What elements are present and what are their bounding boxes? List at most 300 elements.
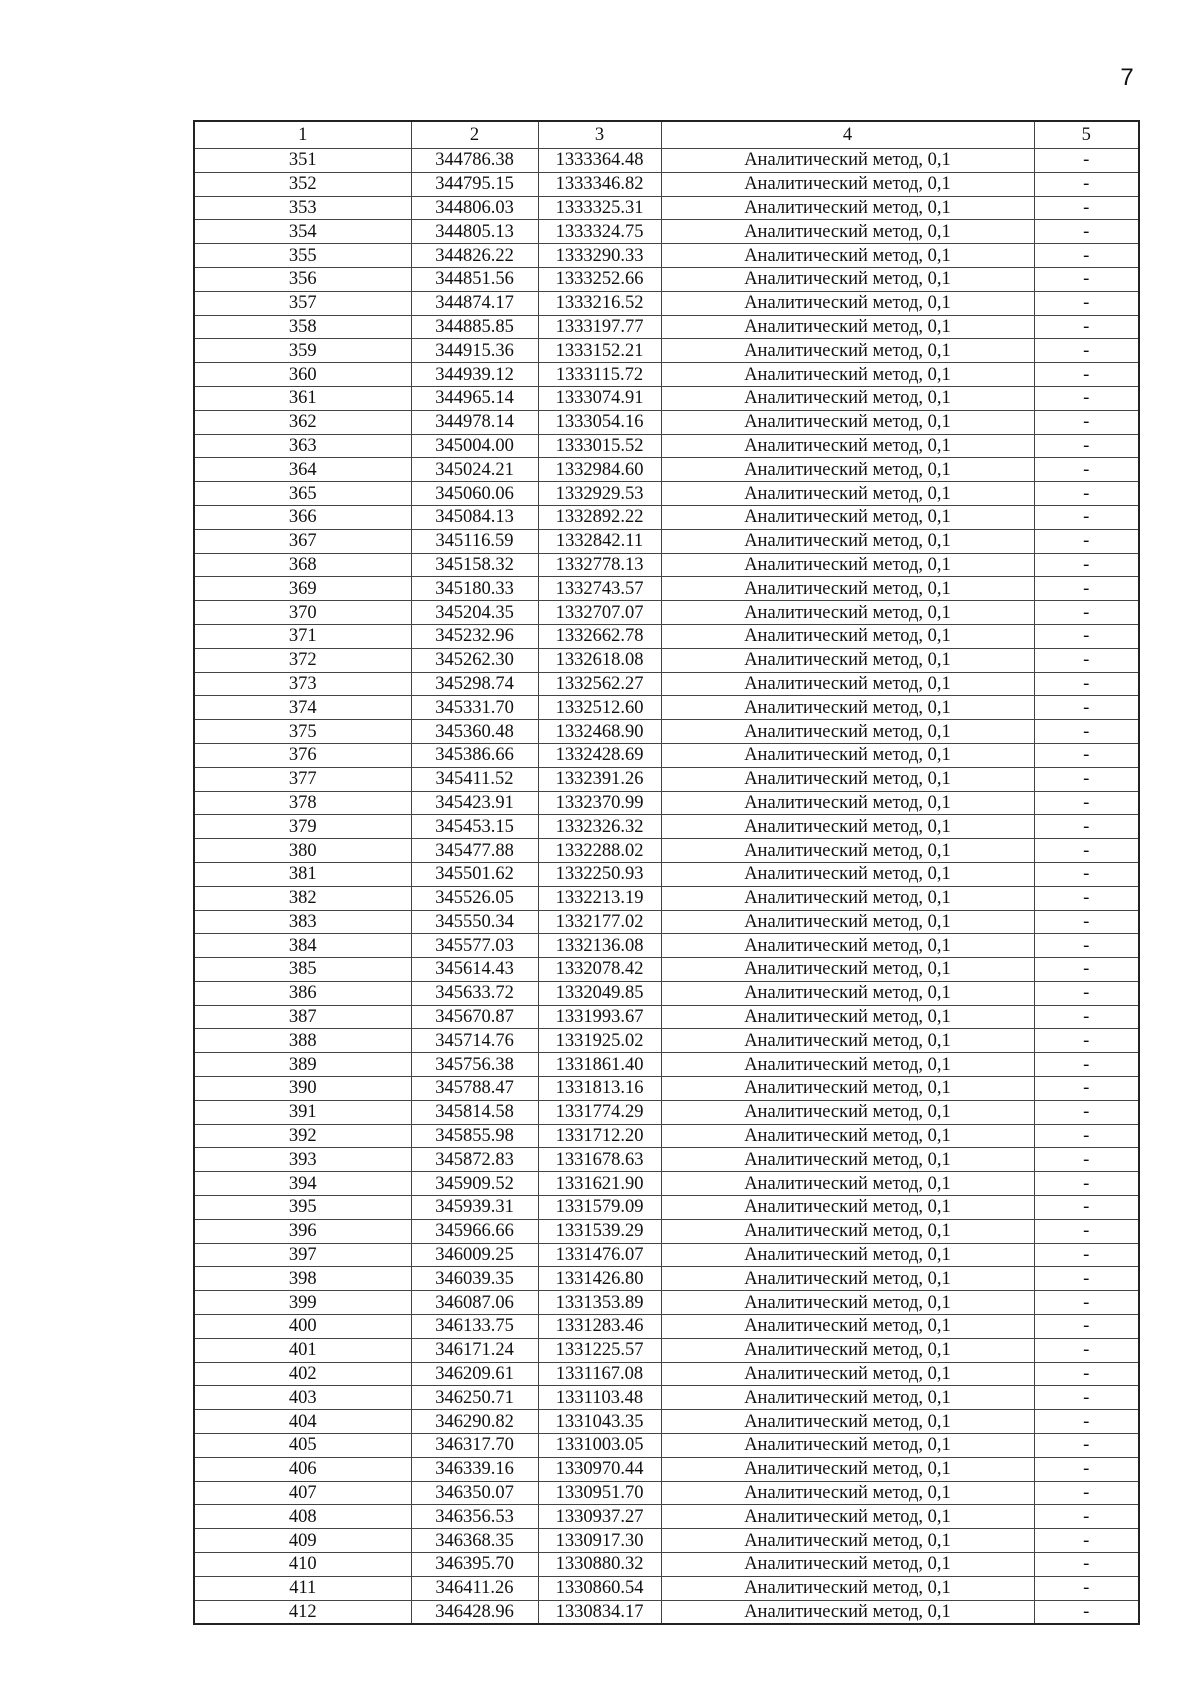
note-cell: - [1034, 1219, 1139, 1243]
method-accuracy-cell: Аналитический метод, 0,1 [661, 1029, 1034, 1053]
note-cell: - [1034, 886, 1139, 910]
point-number-cell: 367 [194, 529, 411, 553]
coordinate-x-cell: 344885.85 [411, 315, 538, 339]
note-cell: - [1034, 1362, 1139, 1386]
coordinate-y-cell: 1331353.89 [538, 1291, 661, 1315]
note-cell: - [1034, 1338, 1139, 1362]
method-accuracy-cell: Аналитический метод, 0,1 [661, 505, 1034, 529]
point-number-cell: 389 [194, 1053, 411, 1077]
table-row [194, 482, 1139, 506]
method-accuracy-cell: Аналитический метод, 0,1 [661, 1124, 1034, 1148]
coordinate-y-cell: 1333364.48 [538, 149, 661, 173]
point-number-cell: 376 [194, 743, 411, 767]
coordinate-x-cell: 344851.56 [411, 267, 538, 291]
method-accuracy-cell: Аналитический метод, 0,1 [661, 172, 1034, 196]
method-accuracy-cell: Аналитический метод, 0,1 [661, 1410, 1034, 1434]
method-accuracy-cell: Аналитический метод, 0,1 [661, 553, 1034, 577]
coordinate-y-cell: 1333324.75 [538, 220, 661, 244]
coordinate-y-cell: 1332468.90 [538, 720, 661, 744]
coordinate-x-cell: 345386.66 [411, 743, 538, 767]
note-cell: - [1034, 1243, 1139, 1267]
note-cell: - [1034, 1600, 1139, 1624]
method-accuracy-cell: Аналитический метод, 0,1 [661, 291, 1034, 315]
point-number-cell: 384 [194, 934, 411, 958]
note-cell: - [1034, 339, 1139, 363]
point-number-cell: 372 [194, 648, 411, 672]
coordinate-x-cell: 346171.24 [411, 1338, 538, 1362]
coordinate-y-cell: 1333054.16 [538, 410, 661, 434]
coordinate-x-cell: 345060.06 [411, 482, 538, 506]
coordinate-y-cell: 1331774.29 [538, 1100, 661, 1124]
table-row [194, 624, 1139, 648]
coordinate-x-cell: 345577.03 [411, 934, 538, 958]
coordinate-x-cell: 346395.70 [411, 1553, 538, 1577]
note-cell: - [1034, 720, 1139, 744]
coordinate-x-cell: 344786.38 [411, 149, 538, 173]
method-accuracy-cell: Аналитический метод, 0,1 [661, 1267, 1034, 1291]
coordinate-x-cell: 345855.98 [411, 1124, 538, 1148]
point-number-cell: 358 [194, 315, 411, 339]
note-cell: - [1034, 1005, 1139, 1029]
note-cell: - [1034, 553, 1139, 577]
table-row [194, 244, 1139, 268]
method-accuracy-cell: Аналитический метод, 0,1 [661, 1553, 1034, 1577]
table-row [194, 1386, 1139, 1410]
point-number-cell: 394 [194, 1172, 411, 1196]
table-row [194, 601, 1139, 625]
note-cell: - [1034, 482, 1139, 506]
coordinate-y-cell: 1333325.31 [538, 196, 661, 220]
note-cell: - [1034, 505, 1139, 529]
coordinate-x-cell: 345204.35 [411, 601, 538, 625]
coordinate-x-cell: 344939.12 [411, 363, 538, 387]
method-accuracy-cell: Аналитический метод, 0,1 [661, 1291, 1034, 1315]
point-number-cell: 362 [194, 410, 411, 434]
note-cell: - [1034, 1196, 1139, 1220]
coordinate-x-cell: 346317.70 [411, 1434, 538, 1458]
point-number-cell: 407 [194, 1481, 411, 1505]
point-number-cell: 397 [194, 1243, 411, 1267]
note-cell: - [1034, 910, 1139, 934]
coordinate-x-cell: 345423.91 [411, 791, 538, 815]
table-row [194, 410, 1139, 434]
table-row [194, 1600, 1139, 1624]
coordinate-x-cell: 345939.31 [411, 1196, 538, 1220]
coordinate-y-cell: 1331283.46 [538, 1315, 661, 1339]
method-accuracy-cell: Аналитический метод, 0,1 [661, 1243, 1034, 1267]
coordinate-y-cell: 1332892.22 [538, 505, 661, 529]
method-accuracy-cell: Аналитический метод, 0,1 [661, 743, 1034, 767]
point-number-cell: 360 [194, 363, 411, 387]
coordinate-y-cell: 1332370.99 [538, 791, 661, 815]
coordinate-x-cell: 346039.35 [411, 1267, 538, 1291]
table-row [194, 1457, 1139, 1481]
table-row [194, 1243, 1139, 1267]
point-number-cell: 370 [194, 601, 411, 625]
note-cell: - [1034, 315, 1139, 339]
note-cell: - [1034, 386, 1139, 410]
note-cell: - [1034, 1124, 1139, 1148]
note-cell: - [1034, 1100, 1139, 1124]
coordinate-x-cell: 345670.87 [411, 1005, 538, 1029]
table-row [194, 1005, 1139, 1029]
table-row [194, 1481, 1139, 1505]
method-accuracy-cell: Аналитический метод, 0,1 [661, 1600, 1034, 1624]
coordinate-y-cell: 1331043.35 [538, 1410, 661, 1434]
method-accuracy-cell: Аналитический метод, 0,1 [661, 458, 1034, 482]
method-accuracy-cell: Аналитический метод, 0,1 [661, 196, 1034, 220]
note-cell: - [1034, 958, 1139, 982]
coordinate-y-cell: 1331813.16 [538, 1077, 661, 1101]
coordinate-x-cell: 345232.96 [411, 624, 538, 648]
point-number-cell: 371 [194, 624, 411, 648]
coordinate-y-cell: 1331225.57 [538, 1338, 661, 1362]
point-number-cell: 366 [194, 505, 411, 529]
coordinate-y-cell: 1332662.78 [538, 624, 661, 648]
table-row [194, 886, 1139, 910]
table-row [194, 505, 1139, 529]
table-row [194, 196, 1139, 220]
table-row [194, 1338, 1139, 1362]
note-cell: - [1034, 1386, 1139, 1410]
method-accuracy-cell: Аналитический метод, 0,1 [661, 529, 1034, 553]
note-cell: - [1034, 934, 1139, 958]
table-row [194, 267, 1139, 291]
coordinate-y-cell: 1333074.91 [538, 386, 661, 410]
point-number-cell: 374 [194, 696, 411, 720]
coordinate-y-cell: 1332177.02 [538, 910, 661, 934]
method-accuracy-cell: Аналитический метод, 0,1 [661, 862, 1034, 886]
method-accuracy-cell: Аналитический метод, 0,1 [661, 434, 1034, 458]
coordinate-y-cell: 1330917.30 [538, 1529, 661, 1553]
coordinate-y-cell: 1332618.08 [538, 648, 661, 672]
coordinate-x-cell: 346133.75 [411, 1315, 538, 1339]
coordinate-y-cell: 1332288.02 [538, 839, 661, 863]
method-accuracy-cell: Аналитический метод, 0,1 [661, 149, 1034, 173]
table-row [194, 434, 1139, 458]
coordinate-x-cell: 344965.14 [411, 386, 538, 410]
point-number-cell: 354 [194, 220, 411, 244]
method-accuracy-cell: Аналитический метод, 0,1 [661, 1576, 1034, 1600]
table-row [194, 149, 1139, 173]
method-accuracy-cell: Аналитический метод, 0,1 [661, 1100, 1034, 1124]
note-cell: - [1034, 1481, 1139, 1505]
coordinate-y-cell: 1331579.09 [538, 1196, 661, 1220]
table-row [194, 1100, 1139, 1124]
method-accuracy-cell: Аналитический метод, 0,1 [661, 981, 1034, 1005]
coordinate-x-cell: 346356.53 [411, 1505, 538, 1529]
table-row [194, 1219, 1139, 1243]
coordinate-x-cell: 345526.05 [411, 886, 538, 910]
coordinate-y-cell: 1333115.72 [538, 363, 661, 387]
point-number-cell: 369 [194, 577, 411, 601]
coordinate-y-cell: 1333152.21 [538, 339, 661, 363]
coordinate-y-cell: 1332842.11 [538, 529, 661, 553]
method-accuracy-cell: Аналитический метод, 0,1 [661, 815, 1034, 839]
note-cell: - [1034, 1291, 1139, 1315]
method-accuracy-cell: Аналитический метод, 0,1 [661, 839, 1034, 863]
coordinate-y-cell: 1333346.82 [538, 172, 661, 196]
coordinate-x-cell: 344795.15 [411, 172, 538, 196]
coordinate-x-cell: 344806.03 [411, 196, 538, 220]
coordinate-x-cell: 346009.25 [411, 1243, 538, 1267]
table-row [194, 958, 1139, 982]
note-cell: - [1034, 981, 1139, 1005]
table-row [194, 1077, 1139, 1101]
coordinate-y-cell: 1331861.40 [538, 1053, 661, 1077]
point-number-cell: 382 [194, 886, 411, 910]
coordinate-x-cell: 345298.74 [411, 672, 538, 696]
note-cell: - [1034, 267, 1139, 291]
point-number-cell: 361 [194, 386, 411, 410]
table-row [194, 1505, 1139, 1529]
point-number-cell: 387 [194, 1005, 411, 1029]
note-cell: - [1034, 1553, 1139, 1577]
table-row [194, 910, 1139, 934]
point-number-cell: 359 [194, 339, 411, 363]
table-body [194, 149, 1139, 1625]
coordinate-x-cell: 345411.52 [411, 767, 538, 791]
table-row [194, 220, 1139, 244]
point-number-cell: 383 [194, 910, 411, 934]
coordinate-x-cell: 345614.43 [411, 958, 538, 982]
coordinate-y-cell: 1332078.42 [538, 958, 661, 982]
coordinate-x-cell: 345501.62 [411, 862, 538, 886]
method-accuracy-cell: Аналитический метод, 0,1 [661, 1386, 1034, 1410]
table-row [194, 1410, 1139, 1434]
point-number-cell: 404 [194, 1410, 411, 1434]
point-number-cell: 365 [194, 482, 411, 506]
point-number-cell: 410 [194, 1553, 411, 1577]
table-row [194, 529, 1139, 553]
coordinate-x-cell: 346087.06 [411, 1291, 538, 1315]
note-cell: - [1034, 1053, 1139, 1077]
method-accuracy-cell: Аналитический метод, 0,1 [661, 1457, 1034, 1481]
note-cell: - [1034, 172, 1139, 196]
table-row [194, 1315, 1139, 1339]
coordinate-x-cell: 346250.71 [411, 1386, 538, 1410]
method-accuracy-cell: Аналитический метод, 0,1 [661, 1481, 1034, 1505]
table-row [194, 1196, 1139, 1220]
note-cell: - [1034, 1172, 1139, 1196]
point-number-cell: 380 [194, 839, 411, 863]
note-cell: - [1034, 149, 1139, 173]
point-number-cell: 393 [194, 1148, 411, 1172]
coordinate-x-cell: 346428.96 [411, 1600, 538, 1624]
note-cell: - [1034, 1077, 1139, 1101]
coordinate-x-cell: 345024.21 [411, 458, 538, 482]
table-row [194, 1434, 1139, 1458]
coordinate-y-cell: 1330880.32 [538, 1553, 661, 1577]
note-cell: - [1034, 1457, 1139, 1481]
table-row [194, 1029, 1139, 1053]
coordinate-y-cell: 1331003.05 [538, 1434, 661, 1458]
method-accuracy-cell: Аналитический метод, 0,1 [661, 1005, 1034, 1029]
note-cell: - [1034, 196, 1139, 220]
coordinate-y-cell: 1332326.32 [538, 815, 661, 839]
coordinate-y-cell: 1330937.27 [538, 1505, 661, 1529]
table-row [194, 315, 1139, 339]
coordinate-x-cell: 345360.48 [411, 720, 538, 744]
method-accuracy-cell: Аналитический метод, 0,1 [661, 1362, 1034, 1386]
note-cell: - [1034, 1148, 1139, 1172]
note-cell: - [1034, 1505, 1139, 1529]
coordinate-y-cell: 1332250.93 [538, 862, 661, 886]
header-row [194, 121, 1139, 149]
point-number-cell: 396 [194, 1219, 411, 1243]
coordinate-y-cell: 1330860.54 [538, 1576, 661, 1600]
table-row [194, 981, 1139, 1005]
table-row [194, 934, 1139, 958]
note-cell: - [1034, 696, 1139, 720]
coordinate-x-cell: 345756.38 [411, 1053, 538, 1077]
table-row [194, 1576, 1139, 1600]
method-accuracy-cell: Аналитический метод, 0,1 [661, 339, 1034, 363]
point-number-cell: 388 [194, 1029, 411, 1053]
note-cell: - [1034, 1529, 1139, 1553]
coordinate-x-cell: 346209.61 [411, 1362, 538, 1386]
method-accuracy-cell: Аналитический метод, 0,1 [661, 958, 1034, 982]
method-accuracy-cell: Аналитический метод, 0,1 [661, 1315, 1034, 1339]
point-number-cell: 353 [194, 196, 411, 220]
note-cell: - [1034, 862, 1139, 886]
coordinate-x-cell: 344826.22 [411, 244, 538, 268]
method-accuracy-cell: Аналитический метод, 0,1 [661, 386, 1034, 410]
note-cell: - [1034, 743, 1139, 767]
point-number-cell: 390 [194, 1077, 411, 1101]
point-number-cell: 386 [194, 981, 411, 1005]
table-header [194, 121, 1139, 149]
note-cell: - [1034, 1410, 1139, 1434]
coordinate-x-cell: 345814.58 [411, 1100, 538, 1124]
table-row [194, 1124, 1139, 1148]
coordinate-y-cell: 1332136.08 [538, 934, 661, 958]
point-number-cell: 351 [194, 149, 411, 173]
coordinate-y-cell: 1331539.29 [538, 1219, 661, 1243]
coordinate-y-cell: 1332743.57 [538, 577, 661, 601]
note-cell: - [1034, 244, 1139, 268]
table-row [194, 339, 1139, 363]
table-row [194, 553, 1139, 577]
point-number-cell: 411 [194, 1576, 411, 1600]
method-accuracy-cell: Аналитический метод, 0,1 [661, 1172, 1034, 1196]
method-accuracy-cell: Аналитический метод, 0,1 [661, 1505, 1034, 1529]
method-accuracy-cell: Аналитический метод, 0,1 [661, 315, 1034, 339]
point-number-cell: 401 [194, 1338, 411, 1362]
method-accuracy-cell: Аналитический метод, 0,1 [661, 1338, 1034, 1362]
method-accuracy-cell: Аналитический метод, 0,1 [661, 1434, 1034, 1458]
coordinate-y-cell: 1333252.66 [538, 267, 661, 291]
coordinate-y-cell: 1330834.17 [538, 1600, 661, 1624]
coordinate-y-cell: 1332428.69 [538, 743, 661, 767]
method-accuracy-cell: Аналитический метод, 0,1 [661, 220, 1034, 244]
table-row [194, 815, 1139, 839]
coordinate-y-cell: 1332213.19 [538, 886, 661, 910]
method-accuracy-cell: Аналитический метод, 0,1 [661, 720, 1034, 744]
table-row [194, 363, 1139, 387]
page-number: 7 [1120, 64, 1134, 91]
table-row [194, 1148, 1139, 1172]
coordinate-y-cell: 1332929.53 [538, 482, 661, 506]
method-accuracy-cell: Аналитический метод, 0,1 [661, 910, 1034, 934]
table-row [194, 1553, 1139, 1577]
method-accuracy-cell: Аналитический метод, 0,1 [661, 1053, 1034, 1077]
point-number-cell: 357 [194, 291, 411, 315]
point-number-cell: 406 [194, 1457, 411, 1481]
method-accuracy-cell: Аналитический метод, 0,1 [661, 1529, 1034, 1553]
coordinate-x-cell: 345116.59 [411, 529, 538, 553]
coordinate-x-cell: 345633.72 [411, 981, 538, 1005]
coordinate-x-cell: 346339.16 [411, 1457, 538, 1481]
table-row [194, 386, 1139, 410]
method-accuracy-cell: Аналитический метод, 0,1 [661, 267, 1034, 291]
note-cell: - [1034, 624, 1139, 648]
table-row [194, 696, 1139, 720]
method-accuracy-cell: Аналитический метод, 0,1 [661, 934, 1034, 958]
coordinate-x-cell: 345872.83 [411, 1148, 538, 1172]
coordinate-y-cell: 1333216.52 [538, 291, 661, 315]
note-cell: - [1034, 648, 1139, 672]
method-accuracy-cell: Аналитический метод, 0,1 [661, 624, 1034, 648]
coordinate-x-cell: 344978.14 [411, 410, 538, 434]
table-row [194, 720, 1139, 744]
note-cell: - [1034, 363, 1139, 387]
method-accuracy-cell: Аналитический метод, 0,1 [661, 1219, 1034, 1243]
coordinate-x-cell: 346350.07 [411, 1481, 538, 1505]
table-row [194, 291, 1139, 315]
table-row [194, 172, 1139, 196]
column-header-2: 2 [411, 121, 538, 149]
method-accuracy-cell: Аналитический метод, 0,1 [661, 767, 1034, 791]
method-accuracy-cell: Аналитический метод, 0,1 [661, 1077, 1034, 1101]
point-number-cell: 378 [194, 791, 411, 815]
coordinate-x-cell: 346290.82 [411, 1410, 538, 1434]
point-number-cell: 412 [194, 1600, 411, 1624]
coordinate-y-cell: 1332562.27 [538, 672, 661, 696]
note-cell: - [1034, 529, 1139, 553]
coordinate-x-cell: 346411.26 [411, 1576, 538, 1600]
table-row [194, 743, 1139, 767]
coordinate-x-cell: 344805.13 [411, 220, 538, 244]
table-row [194, 1362, 1139, 1386]
coordinate-y-cell: 1332512.60 [538, 696, 661, 720]
coordinate-x-cell: 345714.76 [411, 1029, 538, 1053]
table-row [194, 1267, 1139, 1291]
coordinate-y-cell: 1331426.80 [538, 1267, 661, 1291]
note-cell: - [1034, 458, 1139, 482]
coordinate-y-cell: 1331925.02 [538, 1029, 661, 1053]
coordinates-table [193, 120, 1140, 1625]
coordinate-x-cell: 345909.52 [411, 1172, 538, 1196]
coordinate-y-cell: 1332984.60 [538, 458, 661, 482]
coordinate-y-cell: 1331476.07 [538, 1243, 661, 1267]
method-accuracy-cell: Аналитический метод, 0,1 [661, 791, 1034, 815]
table-row [194, 862, 1139, 886]
coordinate-y-cell: 1331993.67 [538, 1005, 661, 1029]
coordinate-x-cell: 345550.34 [411, 910, 538, 934]
note-cell: - [1034, 791, 1139, 815]
table-row [194, 1291, 1139, 1315]
point-number-cell: 373 [194, 672, 411, 696]
coordinate-y-cell: 1330951.70 [538, 1481, 661, 1505]
coordinate-x-cell: 346368.35 [411, 1529, 538, 1553]
note-cell: - [1034, 410, 1139, 434]
coordinate-x-cell: 345262.30 [411, 648, 538, 672]
coordinate-y-cell: 1333197.77 [538, 315, 661, 339]
note-cell: - [1034, 577, 1139, 601]
method-accuracy-cell: Аналитический метод, 0,1 [661, 244, 1034, 268]
table-row [194, 577, 1139, 601]
